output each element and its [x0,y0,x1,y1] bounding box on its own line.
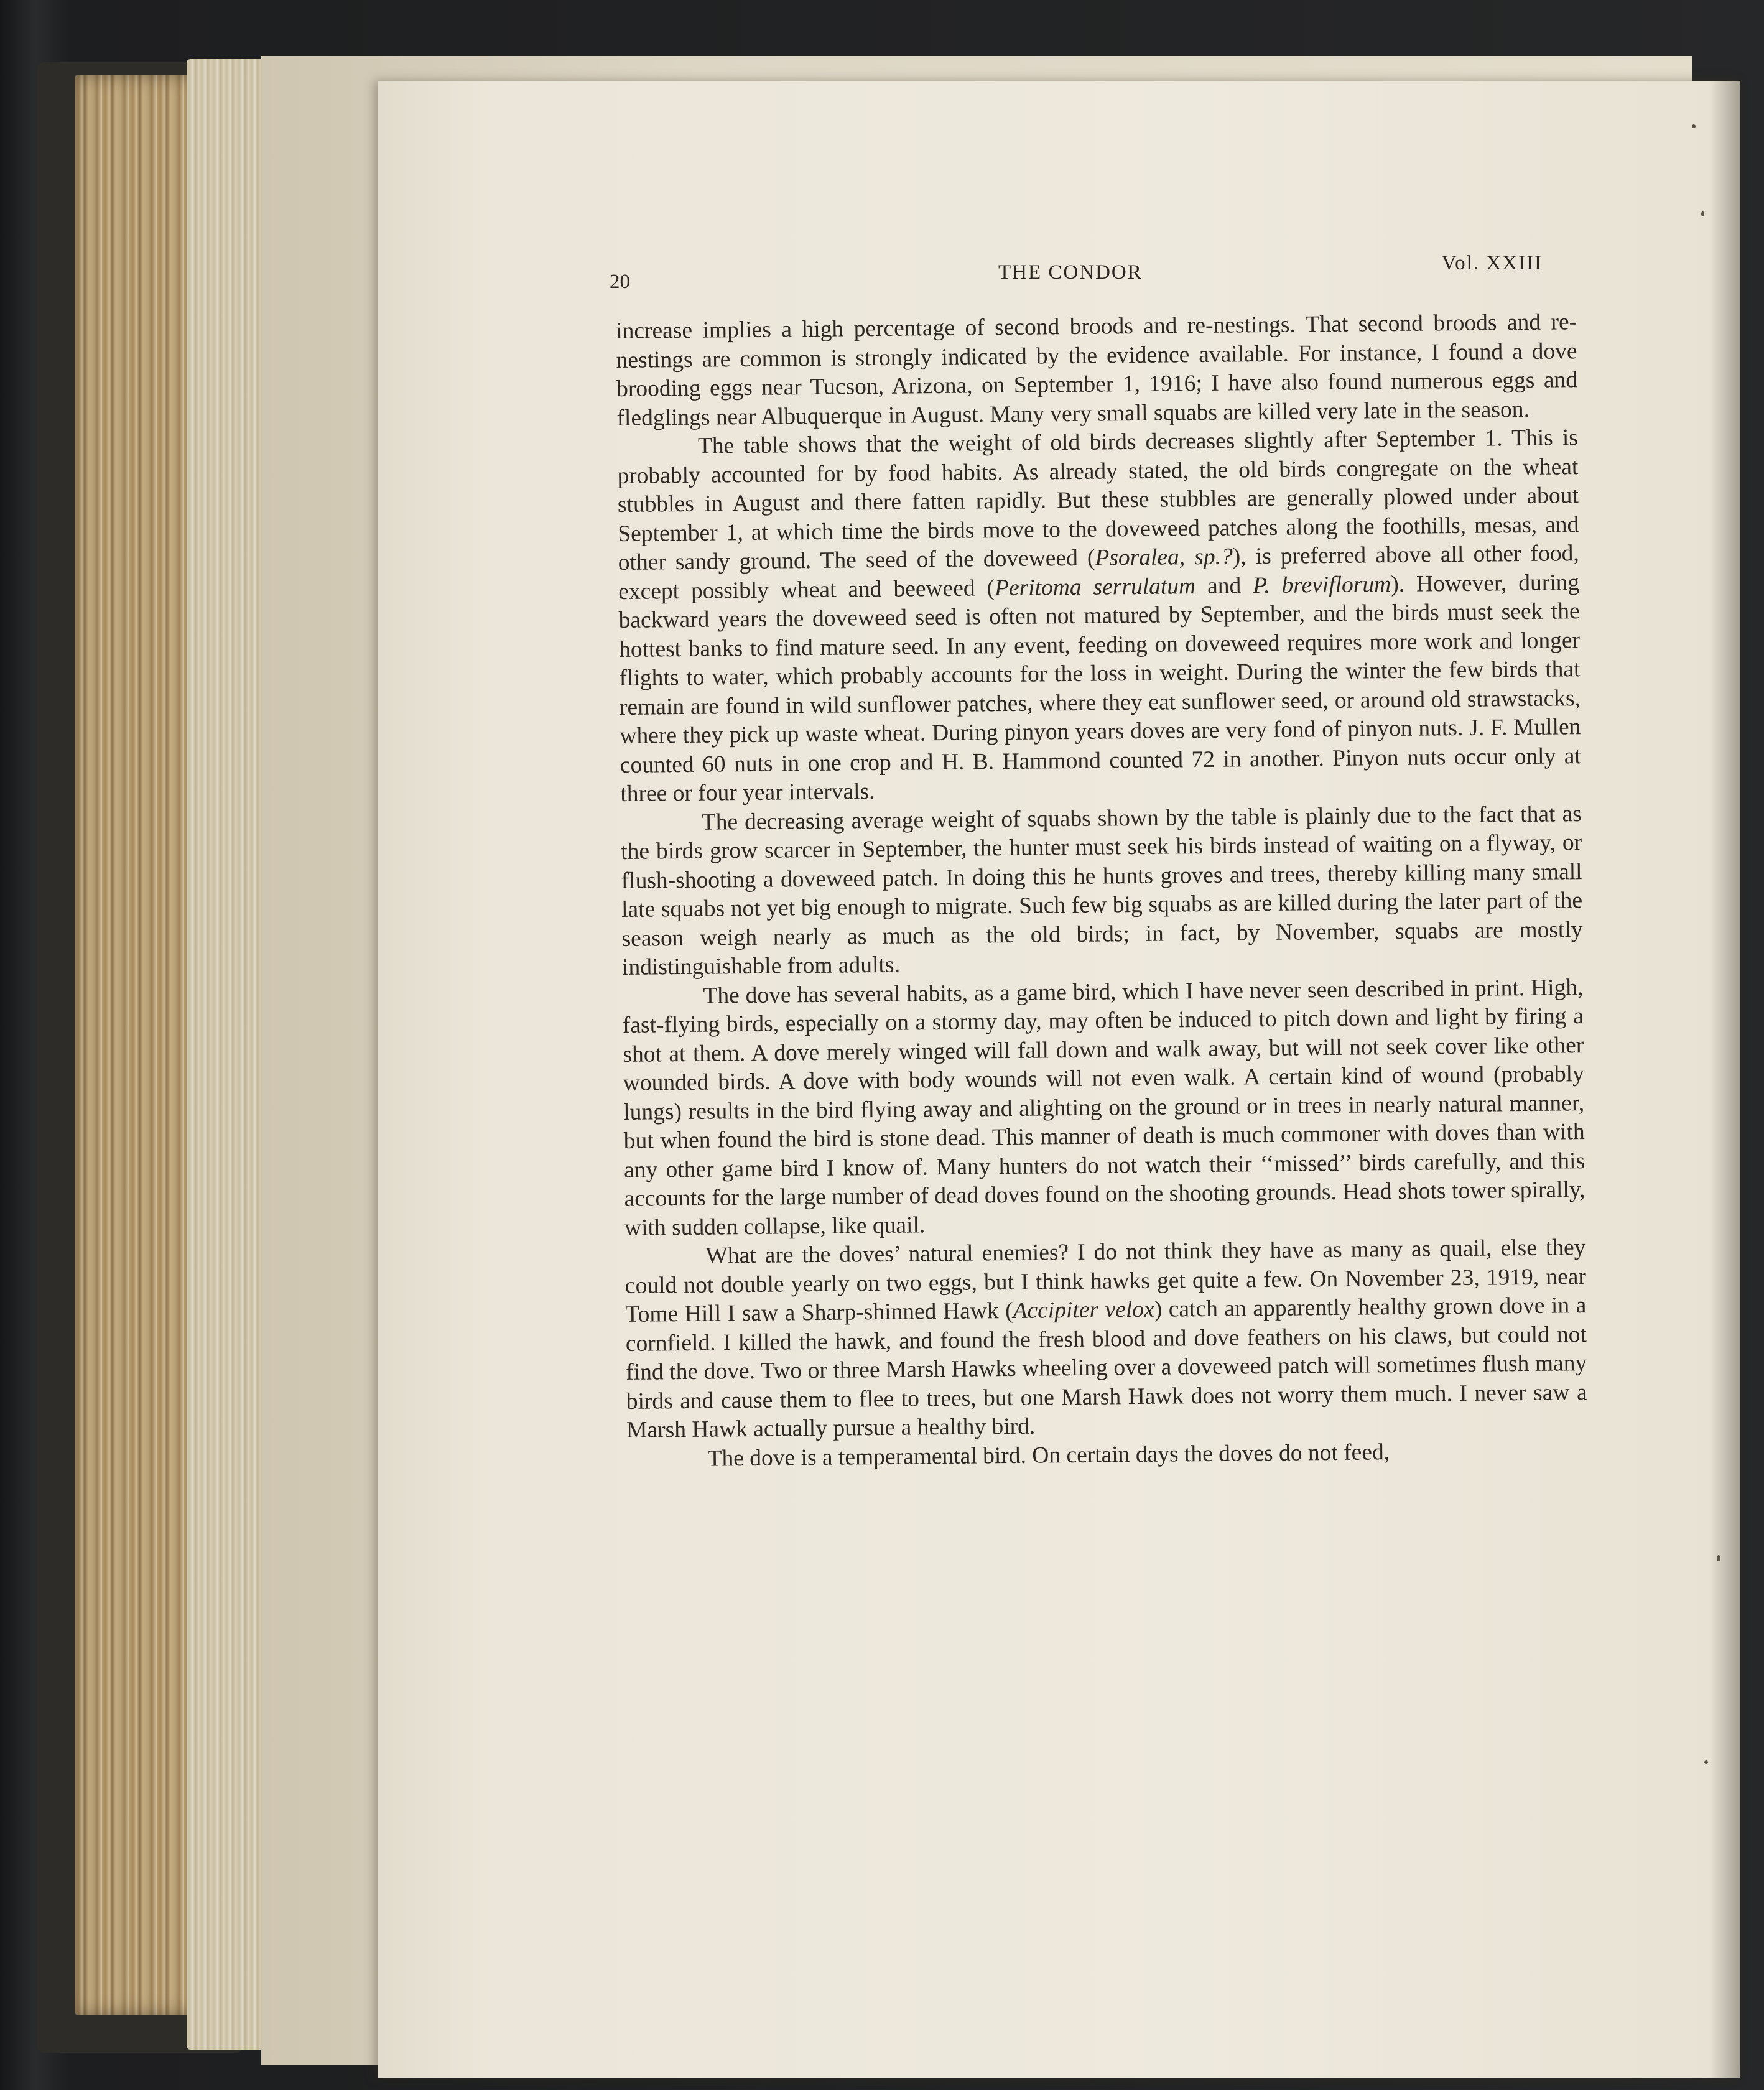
scientific-name: P. breviflorum [1252,571,1391,598]
scientific-name: Peritoma serrulatum [994,573,1196,601]
paper-speck [1704,1760,1708,1764]
paragraph-3: The decreasing average weight of squabs shown by the table is plainly due to the fact that as the birds grow scarcer in September, the hunter must seek his birds instead of waiting on a flyway, or flush-shooting a doveweed patch. In doing this he hunts groves and trees, thereby killing many small late squabs not yet big enough to migrate. Such few big squabs as are killed during the later part of the season weigh nearly as much as the old birds; in fact, by November, squabs are mostly indistinguishable from adults. [621,801,1583,980]
paragraph-4: The dove has several habits, as a game bird, which I have never seen described in print. High, fast-flying birds, especially on a stormy day, may often be induced to pitch down and light by firing a shot at them. A dove merely winged will fall down and walk away, but will not seek cover like other wounded birds. A dove with body wounds will not even walk. A certain kind of wound (probably lungs) results in the bird flying away and alighting on the ground or in trees in nearly natural manner, but when found the bird is stone dead. This manner of death is much commoner with doves than with any other game bird I know of. Many hunters do not watch their ‘‘missed’’ birds carefully, and this accounts for the large number of dead doves found on the shooting grounds. Head shots tower spirally, with sudden collapse, like quail. [622,974,1585,1241]
paragraph-5: What are the doves’ natural enemies? I do not think they have as many as quail, else they could not double yearly on two eggs, but I think hawks get quite a few. On November 23, 1919, near Tome Hill I saw a Sharp-shinned Hawk (Accipiter velox) catch an apparently healthy grown dove in a cornfield. I killed the hawk, and found the fresh blood and dove feathers on his claws, but could not find the dove. Two or three Marsh Hawks wheeling over a doveweed patch will sometimes flush many birds and cause them to flee to trees, but one Marsh Hawk does not worry them much. I never saw a Marsh Hawk actually pursue a healthy bird. [624,1235,1587,1443]
volume-label: Vol. XXIII [1441,252,1543,274]
gutter-shadow [1709,81,1740,2078]
body-text [616,308,1588,1474]
page-header [610,252,1543,293]
scientific-name: Accipiter velox [1013,1296,1154,1324]
paper-speck [1701,211,1704,216]
paper-speck [1717,1555,1720,1561]
paragraph-1: increase implies a high percentage of second broods and re-nestings. That second broods and re-nestings are common is strongly indicated by the evidence available. For instance, I found a dove brooding eggs near Tucson, Arizona, on September 1, 1916; I have also found numerous eggs and fledglings near Albuquerque in August. Many very small squabs are killed very late in the season. [616,309,1578,431]
running-title: THE CONDOR [998,261,1143,284]
paper-speck [1692,124,1696,128]
paragraph-6: The dove is a temperamental bird. On certain days the doves do not feed, [707,1439,1390,1472]
paragraph-2: The table shows that the weight of old birds decreases slightly after September 1. This is probably accounted for by food habits. As already stated, the old birds congregate on the wheat stubbles in August and there fatten rapidly. But these stubbles are generally plowed under about September 1, at which time the birds move to the doveweed patches along the foothills, mesas, and other sandy ground. The seed of the doveweed (Psoralea, sp.?), is preferred above all other food, except possibly wheat and beeweed (Peritoma serrulatum and P. breviflorum). However, during backward years the doveweed seed is often not matured by September, and the birds must seek the hottest banks to find mature seed. In any event, feeding on doveweed requires more work and longer flights to water, which probably accounts for the loss in weight. During the winter the few birds that remain are found in wild sunflower patches, where they eat sunflower seed, or around old strawstacks, where they pick up waste wheat. During pinyon years doves are very fond of pinyon nuts. J. F. Mullen counted 60 nuts in one crop and H. B. Hammond counted 72 in another. Pinyon nuts occur only at three or four year intervals. [617,425,1582,807]
page-number: 20 [610,271,630,293]
scientific-name: Psoralea, sp.? [1095,544,1233,571]
